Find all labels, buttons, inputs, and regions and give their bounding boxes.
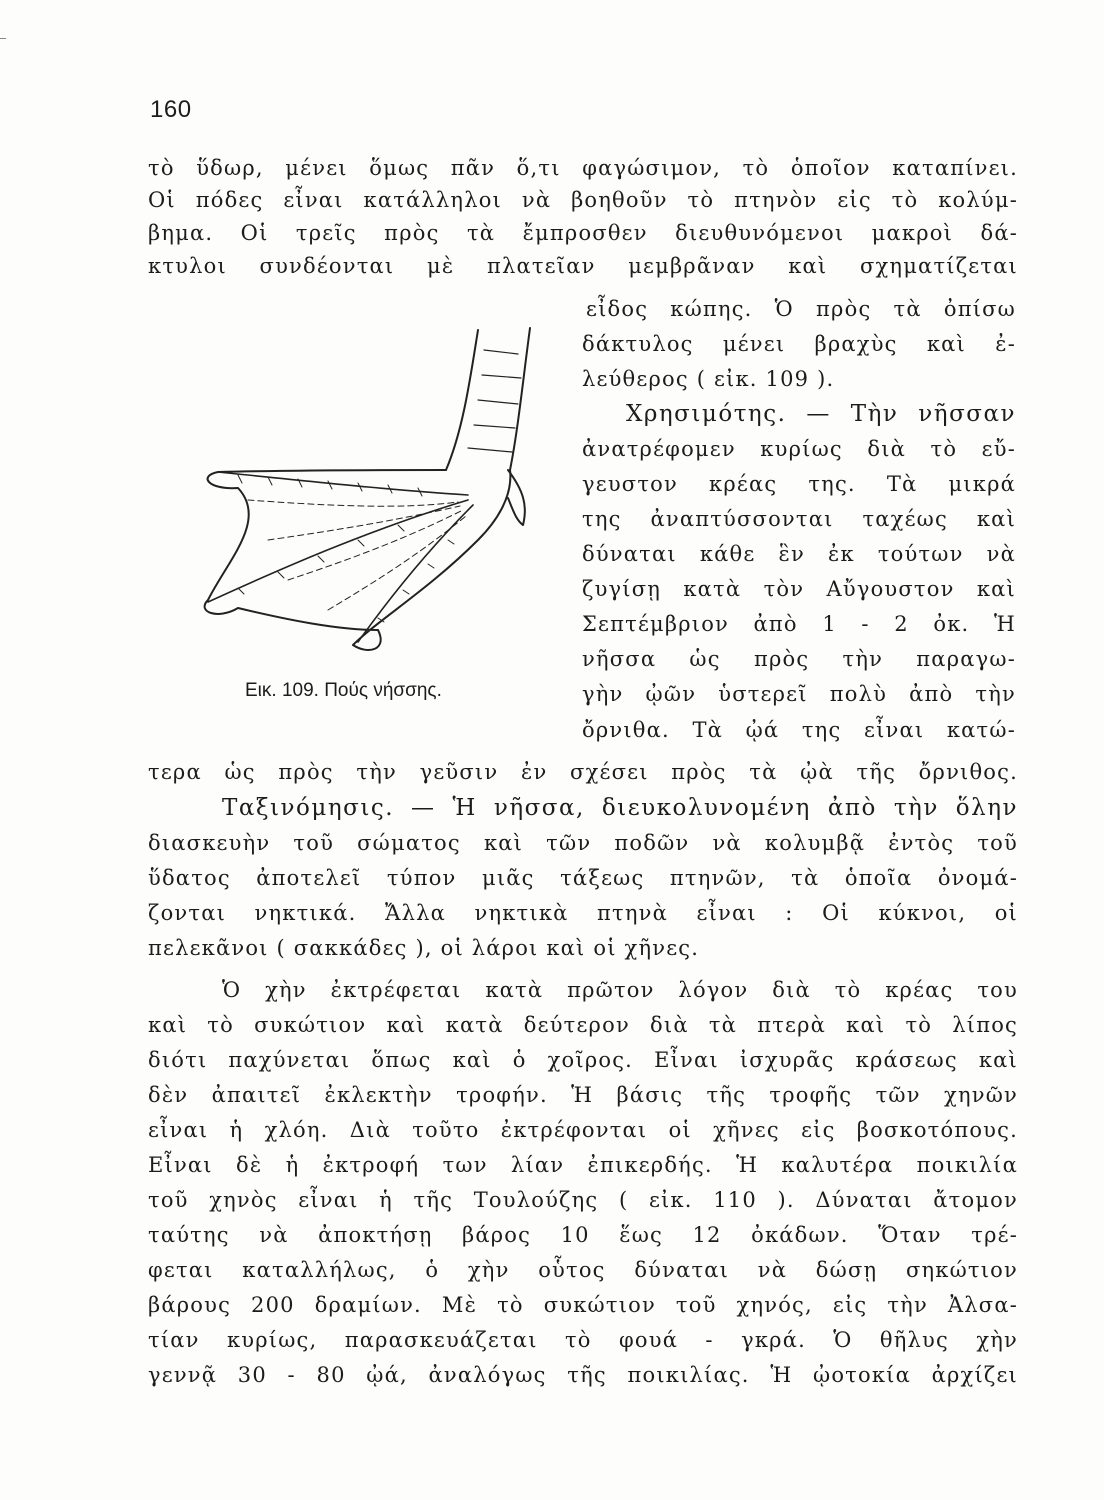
- text-line: ταύτης νὰ ἀποκτήσῃ βάρος 10 ἕως 12 ὀκάδων. Ὅταν τρέ-: [148, 1223, 1018, 1247]
- text-line: γεννᾷ 30 - 80 ᾠά, ἀναλόγως τῆς ποικιλίας. Ἡ ᾠοτοκία ἀρχίζει: [148, 1363, 1018, 1387]
- text-line: δὲν ἀπαιτεῖ ἐκλεκτὴν τροφήν. Ἡ βάσις τῆς τροφῆς τῶν χηνῶν: [148, 1083, 1018, 1107]
- section-heading-usefulness: Χρησιμότης. — Τὴν νῆσσαν: [626, 401, 1016, 427]
- page-number: 160: [150, 96, 192, 123]
- text-line: φεται καταλλήλως, ὁ χὴν οὗτος δύναται νὰ δώσῃ σηκώτιον: [148, 1258, 1018, 1282]
- text-line: ζονται νηκτικά. Ἄλλα νηκτικὰ πτηνὰ εἶναι : Οἱ κύκνοι, οἱ: [148, 901, 1018, 925]
- text-line: τερα ὡς πρὸς τὴν γεῦσιν ἐν σχέσει πρὸς τὰ ᾠὰ τῆς ὄρνιθος.: [148, 760, 1018, 784]
- webbed-foot-drawing-icon: [178, 320, 558, 660]
- text-line: εἶναι ἡ χλόη. Διὰ τοῦτο ἐκτρέφονται οἱ χῆνες εἰς βοσκοτόπους.: [148, 1118, 1018, 1142]
- text-line: Ὁ χὴν ἐκτρέφεται κατὰ πρῶτον λόγον διὰ τὸ κρέας του: [222, 978, 1018, 1002]
- text-line: Οἱ πόδες εἶναι κατάλληλοι νὰ βοηθοῦν τὸ πτηνὸν εἰς τὸ κολύμ-: [148, 188, 1018, 212]
- text-line: ζυγίσῃ κατὰ τὸν Αὔγουστον καὶ: [582, 577, 1016, 601]
- text-line: Σεπτέμβριον ἀπὸ 1 - 2 ὀκ. Ἡ: [582, 612, 1016, 636]
- text-line: Εἶναι δὲ ἡ ἐκτροφή των λίαν ἐπικερδής. Ἡ καλυτέρα ποικιλία: [148, 1153, 1018, 1177]
- text-line: ὕδατος ἀποτελεῖ τύπον μιᾶς τάξεως πτηνῶν, τὰ ὁποῖα ὀνομά-: [148, 866, 1018, 890]
- text-line: τὸ ὕδωρ, μένει ὅμως πᾶν ὅ,τι φαγώσιμον, τὸ ὁποῖον καταπίνει.: [148, 156, 1018, 180]
- text-line: γὴν ᾠῶν ὑστερεῖ πολὺ ἀπὸ τὴν: [582, 682, 1016, 706]
- section-heading-classification: Ταξινόμησις. — Ἡ νῆσσα, διευκολυνομένη ἀπὸ τὴν ὅλην: [222, 795, 1018, 821]
- text-line: καὶ τὸ συκώτιον καὶ κατὰ δεύτερον διὰ τὰ πτερὰ καὶ τὸ λίπος: [148, 1013, 1018, 1037]
- text-line: εἶδος κώπης. Ὁ πρὸς τὰ ὀπίσω: [586, 297, 1016, 321]
- scan-edge-mark: [0, 38, 6, 39]
- text-line: τίαν κυρίως, παρασκευάζεται τὸ φουά - γκρά. Ὁ θῆλυς χὴν: [148, 1328, 1018, 1352]
- text-line: δάκτυλος μένει βραχὺς καὶ ἐ-: [582, 332, 1016, 356]
- text-line: ὄρνιθα. Τὰ ᾠά της εἶναι κατώ-: [582, 718, 1016, 742]
- text-line: πελεκᾶνοι ( σακκάδες ), οἱ λάροι καὶ οἱ χῆνες.: [148, 936, 700, 960]
- text-line: γευστον κρέας της. Τὰ μικρά: [582, 472, 1016, 496]
- text-line: δύναται κάθε ἓν ἐκ τούτων νὰ: [582, 542, 1016, 566]
- text-line: της ἀναπτύσσονται ταχέως καὶ: [582, 507, 1016, 531]
- text-line: βημα. Οἱ τρεῖς πρὸς τὰ ἔμπροσθεν διευθυνόμενοι μακροὶ δά-: [148, 221, 1018, 245]
- text-line: ἀνατρέφομεν κυρίως διὰ τὸ εὔ-: [582, 437, 1016, 461]
- figure-caption: Εικ. 109. Πούς νήσσης.: [245, 680, 442, 701]
- text-line: λεύθερος ( εἰκ. 109 ).: [582, 367, 835, 391]
- text-line: κτυλοι συνδέονται μὲ πλατεῖαν μεμβρᾶναν καὶ σχηματίζεται: [148, 254, 1018, 278]
- text-line: διασκευὴν τοῦ σώματος καὶ τῶν ποδῶν νὰ κολυμβᾷ ἐντὸς τοῦ: [148, 831, 1018, 855]
- text-line: βάρους 200 δραμίων. Μὲ τὸ συκώτιον τοῦ χηνός, εἰς τὴν Ἀλσα-: [148, 1293, 1018, 1317]
- text-line: τοῦ χηνὸς εἶναι ἡ τῆς Τουλούζης ( εἰκ. 110 ). Δύναται ἄτομον: [148, 1188, 1018, 1212]
- text-line: νῆσσα ὡς πρὸς τὴν παραγω-: [582, 647, 1016, 671]
- text-line: διότι παχύνεται ὅπως καὶ ὁ χοῖρος. Εἶναι ἰσχυρᾶς κράσεως καὶ: [148, 1048, 1018, 1072]
